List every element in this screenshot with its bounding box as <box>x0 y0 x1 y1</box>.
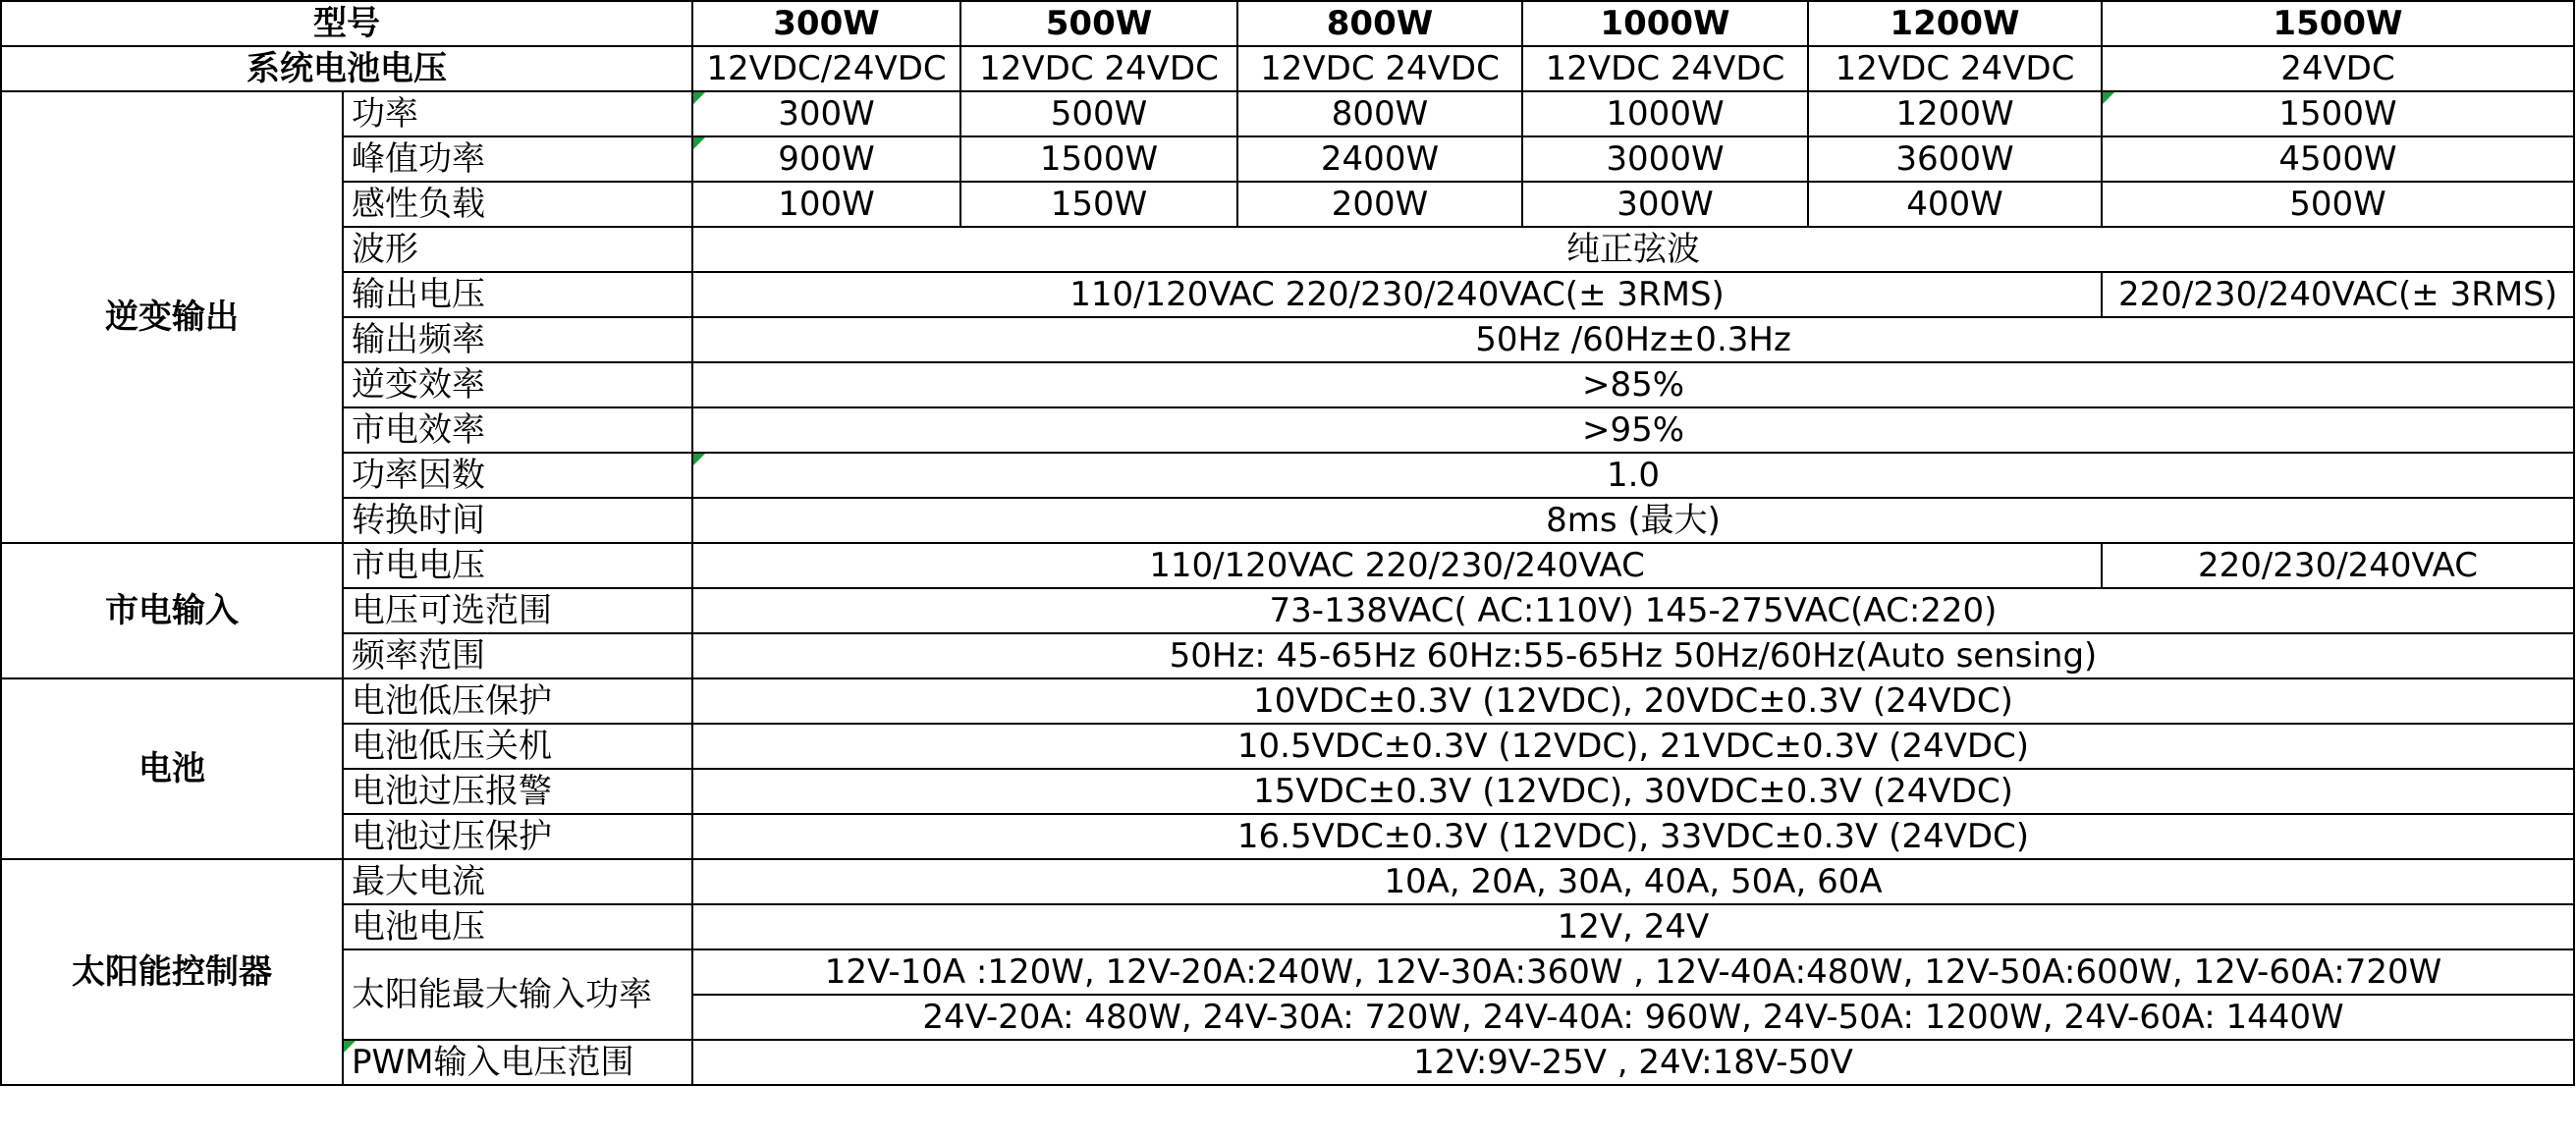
waveform-row <box>1 227 2574 272</box>
peak-power-1000w: 3000W <box>1522 136 1808 182</box>
group-solar-controller: 太阳能控制器 <box>1 859 343 1085</box>
low-voltage-protect-label: 电池低压保护 <box>343 678 692 724</box>
max-current-row <box>1 859 2574 904</box>
group-inverter-output: 逆变输出 <box>1 91 343 543</box>
model-1500w: 1500W <box>2102 1 2574 46</box>
over-voltage-alarm-label: 电池过压报警 <box>343 769 692 814</box>
comment-marker-icon <box>693 454 705 465</box>
system-voltage-label: 系统电池电压 <box>1 46 692 91</box>
inductive-load-1000w: 300W <box>1522 182 1808 227</box>
max-current-label: 最大电流 <box>343 859 692 904</box>
peak-power-500w: 1500W <box>960 136 1237 182</box>
over-voltage-protect-row <box>1 814 2574 859</box>
waveform-value: 纯正弦波 <box>692 227 2574 272</box>
battery-voltage-value: 12V, 24V <box>692 904 2574 949</box>
battery-voltage-label: 电池电压 <box>343 904 692 949</box>
max-input-power-12v: 12V-10A :120W, 12V-20A:240W, 12V-30A:360W , 12V-40A:480W, 12V-50A:600W, 12V-60A:720W <box>692 949 2574 995</box>
low-voltage-shutdown-value: 10.5VDC±0.3V (12VDC), 21VDC±0.3V (24VDC) <box>692 724 2574 769</box>
inductive-load-1200w: 400W <box>1808 182 2102 227</box>
pwm-input-range-label: PWM输入电压范围 <box>343 1040 692 1085</box>
inductive-load-1500w: 500W <box>2102 182 2574 227</box>
comment-marker-icon <box>693 137 705 149</box>
low-voltage-protect-value: 10VDC±0.3V (12VDC), 20VDC±0.3V (24VDC) <box>692 678 2574 724</box>
model-800w: 800W <box>1237 1 1522 46</box>
peak-power-1200w: 3600W <box>1808 136 2102 182</box>
frequency-range-label: 频率范围 <box>343 633 692 678</box>
model-label: 型号 <box>1 1 692 46</box>
system-voltage-1000w: 12VDC 24VDC <box>1522 46 1808 91</box>
comment-marker-icon <box>344 1041 356 1053</box>
max-input-power-row-12v <box>1 949 2574 995</box>
comment-marker-icon <box>2103 92 2114 104</box>
max-current-value: 10A, 20A, 30A, 40A, 50A, 60A <box>692 859 2574 904</box>
power-300w: 300W <box>692 91 960 136</box>
power-factor-label: 功率因数 <box>343 453 692 498</box>
inverter-efficiency-row <box>1 362 2574 407</box>
peak-power-1500w: 4500W <box>2102 136 2574 182</box>
peak-power-300w: 900W <box>692 136 960 182</box>
power-factor-value: 1.0 <box>692 453 2574 498</box>
output-frequency-label: 输出频率 <box>343 317 692 362</box>
mains-efficiency-row <box>1 407 2574 453</box>
output-frequency-row <box>1 317 2574 362</box>
inductive-load-500w: 150W <box>960 182 1237 227</box>
pwm-input-range-value: 12V:9V-25V , 24V:18V-50V <box>692 1040 2574 1085</box>
inductive-load-800w: 200W <box>1237 182 1522 227</box>
power-label: 功率 <box>343 91 692 136</box>
max-input-power-24v: 24V-20A: 480W, 24V-30A: 720W, 24V-40A: 960W, 24V-50A: 1200W, 24V-60A: 1440W <box>692 995 2574 1040</box>
low-voltage-protect-row <box>1 678 2574 724</box>
power-500w: 500W <box>960 91 1237 136</box>
max-input-power-label: 太阳能最大输入功率 <box>343 949 692 1040</box>
mains-voltage-row <box>1 543 2574 588</box>
over-voltage-protect-label: 电池过压保护 <box>343 814 692 859</box>
system-voltage-1500w: 24VDC <box>2102 46 2574 91</box>
voltage-range-value: 73-138VAC( AC:110V) 145-275VAC(AC:220) <box>692 588 2574 633</box>
model-300w: 300W <box>692 1 960 46</box>
output-voltage-1500w: 220/230/240VAC(± 3RMS) <box>2102 272 2574 317</box>
frequency-range-row <box>1 633 2574 678</box>
model-500w: 500W <box>960 1 1237 46</box>
power-800w: 800W <box>1237 91 1522 136</box>
mains-efficiency-value: >95% <box>692 407 2574 453</box>
battery-voltage-row <box>1 904 2574 949</box>
pwm-input-range-row <box>1 1040 2574 1085</box>
inductive-load-300w: 100W <box>692 182 960 227</box>
peak-power-label: 峰值功率 <box>343 136 692 182</box>
inverter-efficiency-label: 逆变效率 <box>343 362 692 407</box>
power-1500w: 1500W <box>2102 91 2574 136</box>
group-mains-input: 市电输入 <box>1 543 343 678</box>
inverter-efficiency-value: >85% <box>692 362 2574 407</box>
over-voltage-protect-value: 16.5VDC±0.3V (12VDC), 33VDC±0.3V (24VDC) <box>692 814 2574 859</box>
group-battery: 电池 <box>1 678 343 859</box>
system-voltage-row <box>1 46 2574 91</box>
transfer-time-label: 转换时间 <box>343 498 692 543</box>
system-voltage-300w: 12VDC/24VDC <box>692 46 960 91</box>
system-voltage-1200w: 12VDC 24VDC <box>1808 46 2102 91</box>
voltage-range-row <box>1 588 2574 633</box>
peak-power-800w: 2400W <box>1237 136 1522 182</box>
output-voltage-row <box>1 272 2574 317</box>
low-voltage-shutdown-label: 电池低压关机 <box>343 724 692 769</box>
output-voltage-label: 输出电压 <box>343 272 692 317</box>
power-1200w: 1200W <box>1808 91 2102 136</box>
mains-voltage-value: 110/120VAC 220/230/240VAC <box>692 543 2102 588</box>
model-1000w: 1000W <box>1522 1 1808 46</box>
inductive-load-row <box>1 182 2574 227</box>
power-1000w: 1000W <box>1522 91 1808 136</box>
output-voltage-value: 110/120VAC 220/230/240VAC(± 3RMS) <box>692 272 2102 317</box>
inductive-load-label: 感性负载 <box>343 182 692 227</box>
power-row <box>1 91 2574 136</box>
system-voltage-800w: 12VDC 24VDC <box>1237 46 1522 91</box>
transfer-time-value: 8ms (最大) <box>692 498 2574 543</box>
model-1200w: 1200W <box>1808 1 2102 46</box>
system-voltage-500w: 12VDC 24VDC <box>960 46 1237 91</box>
over-voltage-alarm-row <box>1 769 2574 814</box>
over-voltage-alarm-value: 15VDC±0.3V (12VDC), 30VDC±0.3V (24VDC) <box>692 769 2574 814</box>
mains-voltage-1500w: 220/230/240VAC <box>2102 543 2574 588</box>
frequency-range-value: 50Hz: 45-65Hz 60Hz:55-65Hz 50Hz/60Hz(Auto sensing) <box>692 633 2574 678</box>
model-row <box>1 1 2574 46</box>
mains-voltage-label: 市电电压 <box>343 543 692 588</box>
voltage-range-label: 电压可选范围 <box>343 588 692 633</box>
low-voltage-shutdown-row <box>1 724 2574 769</box>
peak-power-row <box>1 136 2574 182</box>
power-factor-row <box>1 453 2574 498</box>
transfer-time-row <box>1 498 2574 543</box>
waveform-label: 波形 <box>343 227 692 272</box>
output-frequency-value: 50Hz /60Hz±0.3Hz <box>692 317 2574 362</box>
mains-efficiency-label: 市电效率 <box>343 407 692 453</box>
comment-marker-icon <box>693 92 705 104</box>
